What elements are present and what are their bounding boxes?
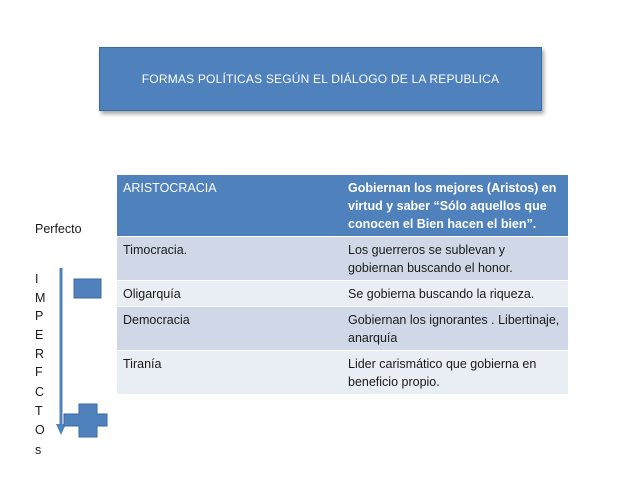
side-letter: s [35, 443, 42, 457]
description-cell: Lider carismático que gobierna en beneficio propio. [342, 351, 568, 395]
side-letter: P [35, 309, 44, 323]
table-row [117, 351, 568, 395]
side-letter: C [35, 385, 45, 399]
description-cell: Se gobierna buscando la riqueza. [342, 281, 568, 307]
perfecto-label: Perfecto [35, 222, 82, 236]
side-letter: E [35, 328, 44, 342]
form-cell: Oligarquía [117, 281, 342, 307]
side-letter: O [35, 423, 45, 437]
title-text: FORMAS POLÍTICAS SEGÚN EL DIÁLOGO DE LA REPUBLICA [141, 72, 500, 86]
plus-shape [64, 404, 107, 437]
form-cell: Democracia [117, 307, 342, 351]
form-cell: ARISTOCRACIA [117, 175, 342, 237]
description-cell: Gobiernan los ignorantes . Libertinaje, anarquía [342, 307, 568, 351]
form-cell: Tiranía [117, 351, 342, 395]
side-letter: I [35, 272, 39, 286]
side-letter: M [35, 291, 46, 305]
forms-table [117, 175, 568, 395]
table-row [117, 237, 568, 281]
form-cell: Timocracia. [117, 237, 342, 281]
side-letter: F [35, 365, 43, 379]
table-row [117, 175, 568, 237]
side-letter: T [35, 404, 43, 418]
side-letter: R [35, 347, 45, 361]
description-cell: Los guerreros se sublevan y gobiernan buscando el honor. [342, 237, 568, 281]
table-row [117, 281, 568, 307]
square-shape [74, 279, 101, 298]
table-row [117, 307, 568, 351]
description-cell: Gobiernan los mejores (Aristos) en virtud y saber “Sólo aquellos que conocen el Bien hacen el bien”. [342, 175, 568, 237]
